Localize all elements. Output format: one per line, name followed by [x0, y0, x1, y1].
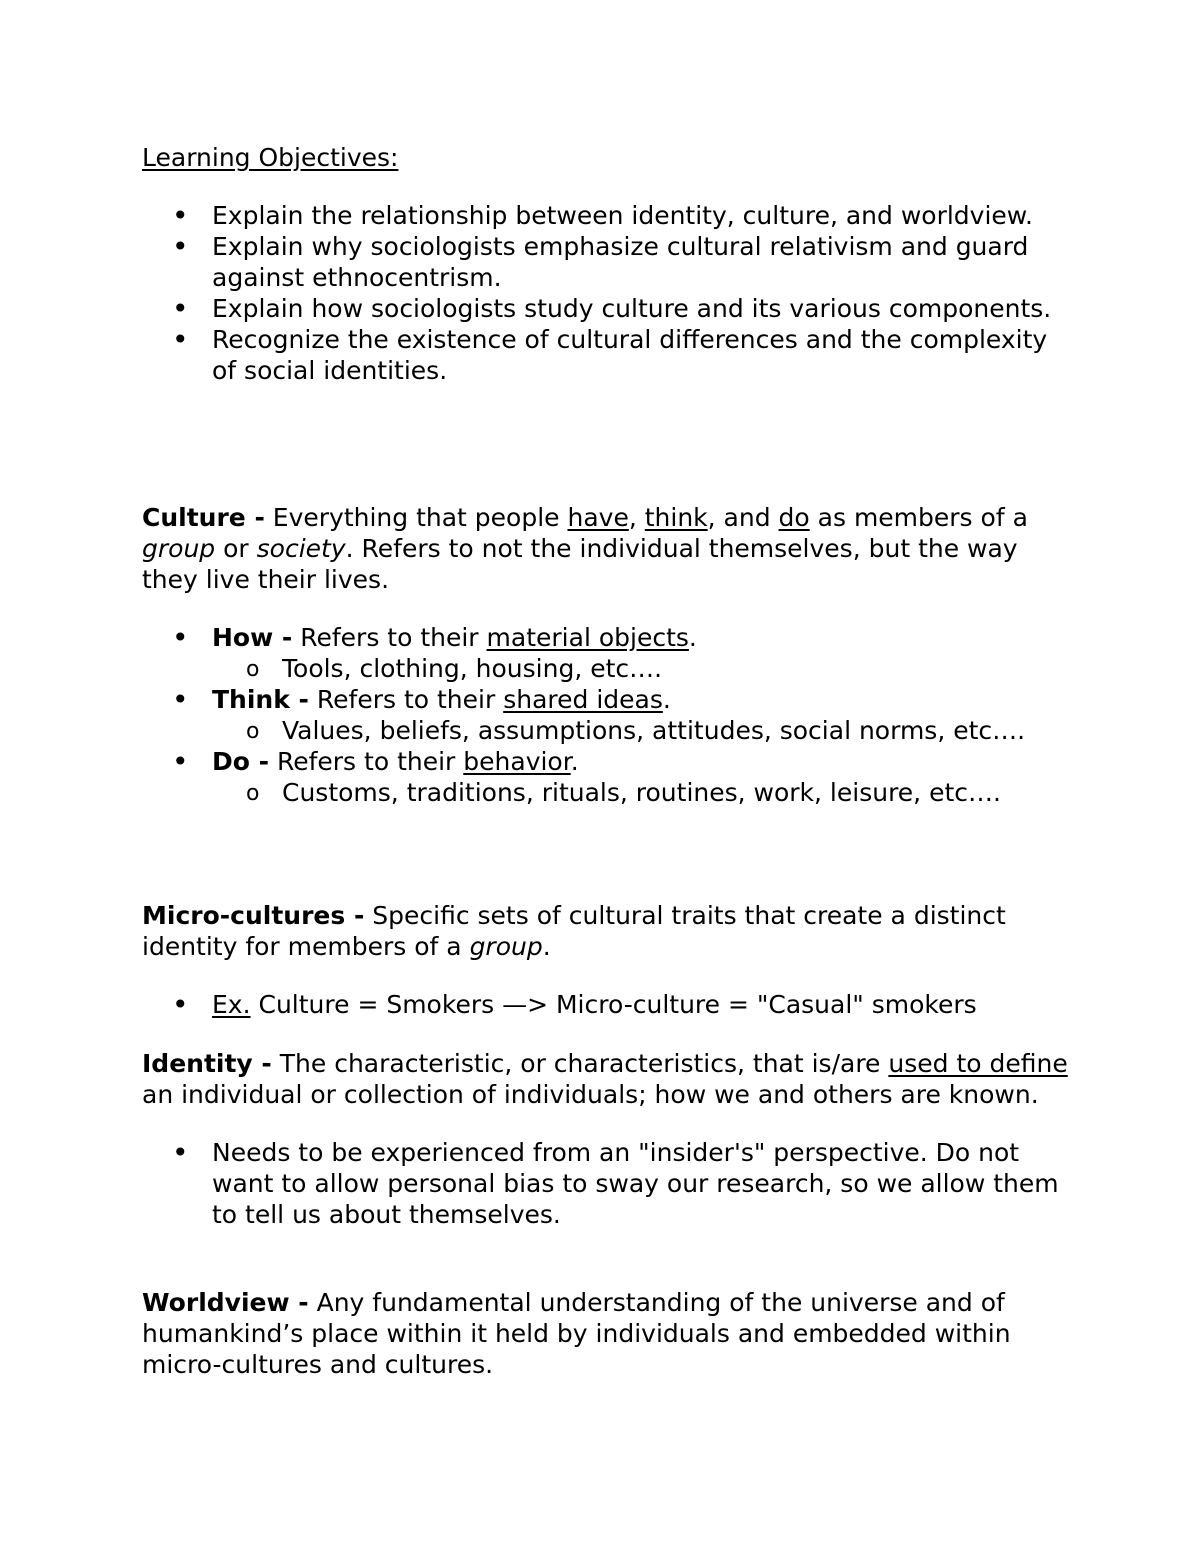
- objective-item: • Explain the relationship between identity, culture, and worldview.: [142, 200, 1072, 231]
- culture-item-think: • Think - Refers to their shared ideas. o Values, beliefs, assumptions, attitudes, social norms, etc….: [142, 684, 1072, 746]
- worldview-section: [142, 1287, 1072, 1380]
- micro-cultures-example: • Ex. Culture = Smokers —> Micro-culture = "Casual" smokers: [142, 989, 1072, 1020]
- objective-item: • Explain how sociologists study culture and its various components.: [142, 293, 1072, 324]
- micro-cultures-list: [142, 989, 1072, 1020]
- micro-cultures-section: [142, 900, 1072, 1020]
- culture-subitem: o Values, beliefs, assumptions, attitudes, social norms, etc….: [212, 715, 1072, 746]
- culture-list: [142, 622, 1072, 808]
- identity-section: [142, 1048, 1072, 1230]
- objective-item: • Explain why sociologists emphasize cultural relativism and guard against ethnocentrism.: [142, 231, 1072, 293]
- culture-section: [142, 502, 1072, 808]
- worldview-definition: Worldview - Any fundamental understanding of the universe and of humankind’s place within it held by individuals and embedded within micro-cultures and cultures.: [142, 1288, 1011, 1379]
- culture-item-do: • Do - Refers to their behavior. o Customs, traditions, rituals, routines, work, leisure, etc….: [142, 746, 1072, 808]
- identity-list: [142, 1137, 1072, 1230]
- objectives-list: [142, 200, 1072, 386]
- objectives-section: [142, 142, 1072, 386]
- micro-cultures-term: Micro-cultures -: [142, 901, 365, 930]
- culture-sublist: [212, 653, 1072, 684]
- culture-subitem: o Tools, clothing, housing, etc….: [212, 653, 1072, 684]
- culture-sublist: [212, 715, 1072, 746]
- culture-definition: Culture - Everything that people have, think, and do as members of a group or society. Refers to not the individual themselves, but the way they live their lives.: [142, 503, 1028, 594]
- culture-subitem: o Customs, traditions, rituals, routines, work, leisure, etc….: [212, 777, 1072, 808]
- culture-term: Culture -: [142, 503, 265, 532]
- identity-term: Identity -: [142, 1049, 272, 1078]
- worldview-term: Worldview -: [142, 1288, 309, 1317]
- culture-sublist: [212, 777, 1072, 808]
- objective-item: • Recognize the existence of cultural differences and the complexity of social identities.: [142, 324, 1072, 386]
- objectives-heading: Learning Objectives:: [142, 143, 399, 172]
- micro-cultures-definition: Micro-cultures - Specific sets of cultural traits that create a distinct identity for members of a group.: [142, 901, 1006, 961]
- identity-definition: Identity - The characteristic, or characteristics, that is/are used to define an individual or collection of individuals; how we and others are known.: [142, 1049, 1068, 1109]
- identity-bullet: • Needs to be experienced from an "insider's" perspective. Do not want to allow personal bias to sway our research, so we allow them to tell us about themselves.: [142, 1137, 1072, 1230]
- culture-item-how: • How - Refers to their material objects. o Tools, clothing, housing, etc….: [142, 622, 1072, 684]
